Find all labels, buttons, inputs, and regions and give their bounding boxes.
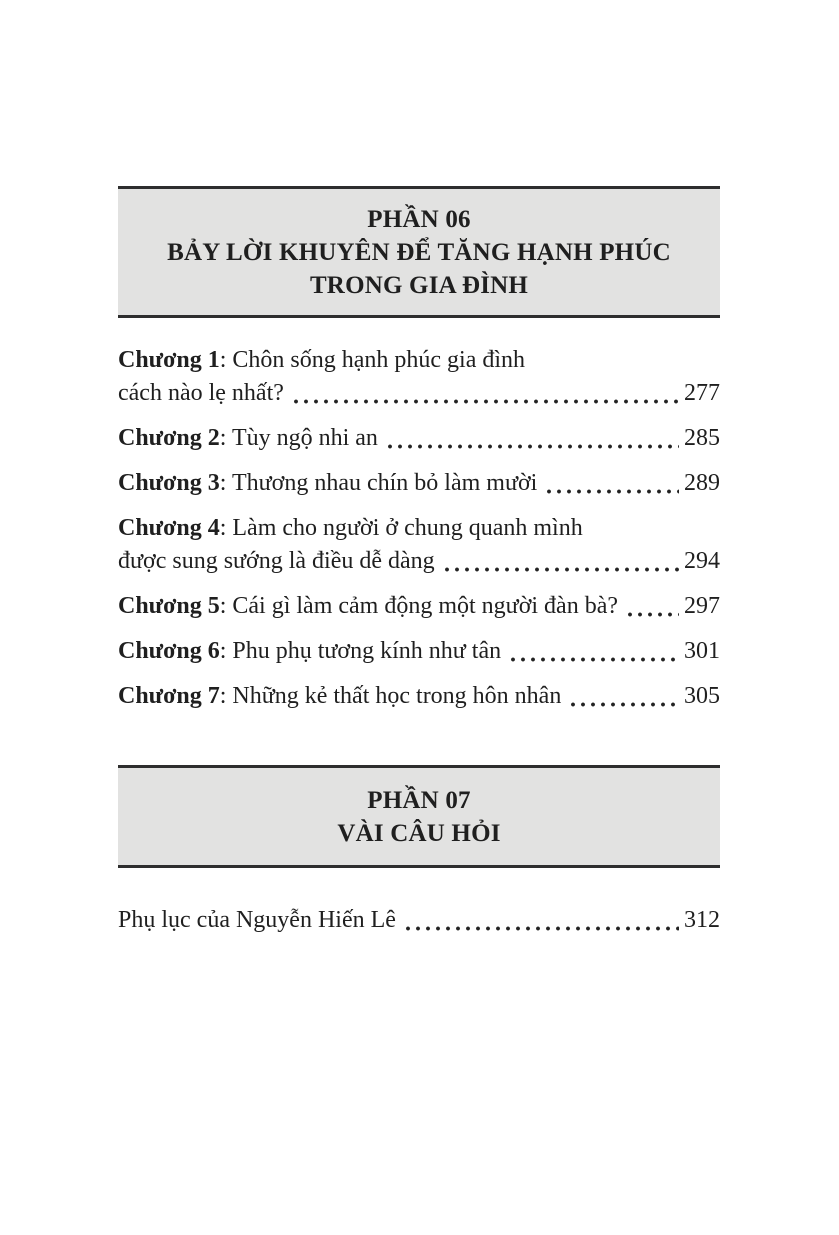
chapter-title: Thương nhau chín bỏ làm mười bbox=[231, 470, 538, 496]
toc-entry-chuong-6 bbox=[118, 635, 720, 668]
toc-entry-chuong-5 bbox=[118, 590, 720, 623]
dot-leader bbox=[291, 397, 679, 406]
chapter-colon: : bbox=[219, 683, 233, 709]
page-number: 294 bbox=[684, 548, 720, 574]
part-number: PHẦN 06 bbox=[367, 206, 471, 233]
page-number: 301 bbox=[684, 638, 720, 664]
chapter-label: Chương 5 bbox=[118, 593, 220, 619]
toc-entry-title-line bbox=[118, 512, 720, 545]
toc-entry-title-line bbox=[118, 344, 720, 377]
chapter-heading bbox=[118, 422, 378, 455]
chapter-colon: : bbox=[219, 515, 233, 541]
chapter-colon: : bbox=[219, 470, 232, 496]
part-title-line-1: BẢY LỜI KHUYÊN ĐỂ TĂNG HẠNH PHÚC bbox=[167, 239, 671, 266]
page-number: 289 bbox=[684, 470, 720, 496]
chapter-title-continuation: cách nào lẹ nhất? bbox=[118, 380, 284, 406]
dot-leader bbox=[385, 442, 679, 451]
chapter-colon: : bbox=[219, 593, 233, 619]
toc-entry-line bbox=[118, 590, 720, 623]
chapter-label: Chương 6 bbox=[118, 638, 220, 664]
chapter-heading bbox=[118, 680, 561, 713]
dot-leader bbox=[508, 655, 679, 664]
toc-list-part-06 bbox=[118, 344, 720, 713]
chapter-title: Tùy ngộ nhi an bbox=[231, 425, 378, 451]
chapter-heading bbox=[118, 512, 583, 545]
chapter-title: Những kẻ thất học trong hôn nhân bbox=[232, 683, 562, 709]
part-06-header-box bbox=[118, 186, 720, 318]
toc-entry-line bbox=[118, 680, 720, 713]
chapter-label: Chương 4 bbox=[118, 515, 220, 541]
chapter-heading bbox=[118, 590, 618, 623]
page-number: 305 bbox=[684, 683, 720, 709]
chapter-title: Chôn sống hạnh phúc gia đình bbox=[232, 347, 526, 373]
toc-entry-chuong-7 bbox=[118, 680, 720, 713]
chapter-title: Phu phụ tương kính như tân bbox=[232, 638, 502, 664]
part-title-line-1: VÀI CÂU HỎI bbox=[337, 820, 501, 847]
dot-leader bbox=[442, 565, 679, 574]
toc-entry-chuong-3 bbox=[118, 467, 720, 500]
page-number: 285 bbox=[684, 425, 720, 451]
dot-leader bbox=[544, 487, 679, 496]
toc-entry-page-line bbox=[118, 377, 720, 410]
toc-entry-line bbox=[118, 467, 720, 500]
toc-entry-line bbox=[118, 635, 720, 668]
chapter-title: Làm cho người ở chung quanh mình bbox=[232, 515, 583, 541]
toc-entry-line bbox=[118, 422, 720, 455]
page-number: 277 bbox=[684, 380, 720, 406]
chapter-colon: : bbox=[219, 638, 233, 664]
chapter-title-continuation: được sung sướng là điều dễ dàng bbox=[118, 548, 435, 574]
toc-entry-page-line bbox=[118, 545, 720, 578]
dot-leader bbox=[625, 610, 679, 619]
toc-content bbox=[0, 186, 839, 937]
chapter-title: Cái gì làm cảm động một người đàn bà? bbox=[232, 593, 619, 619]
chapter-heading bbox=[118, 635, 501, 668]
page-number: 312 bbox=[684, 907, 720, 933]
chapter-label: Chương 1 bbox=[118, 347, 220, 373]
toc-entry-phu-luc bbox=[118, 904, 720, 937]
chapter-label: Chương 2 bbox=[118, 425, 220, 451]
page-number: 297 bbox=[684, 593, 720, 619]
toc-entry-chuong-2 bbox=[118, 422, 720, 455]
part-title-line-2: TRONG GIA ĐÌNH bbox=[309, 272, 529, 299]
dot-leader bbox=[403, 924, 679, 933]
chapter-label: Chương 7 bbox=[118, 683, 220, 709]
chapter-heading bbox=[118, 344, 525, 377]
toc-list-part-07 bbox=[118, 904, 720, 937]
toc-entry-chuong-4 bbox=[118, 512, 720, 578]
chapter-colon: : bbox=[219, 425, 232, 451]
appendix-title: Phụ lục của Nguyễn Hiến Lê bbox=[118, 907, 396, 933]
part-number: PHẦN 07 bbox=[367, 787, 471, 814]
toc-entry-line bbox=[118, 904, 720, 937]
chapter-colon: : bbox=[219, 347, 233, 373]
chapter-heading bbox=[118, 467, 537, 500]
dot-leader bbox=[568, 700, 679, 709]
part-07-header-box bbox=[118, 765, 720, 868]
chapter-label: Chương 3 bbox=[118, 470, 220, 496]
toc-entry-chuong-1 bbox=[118, 344, 720, 410]
